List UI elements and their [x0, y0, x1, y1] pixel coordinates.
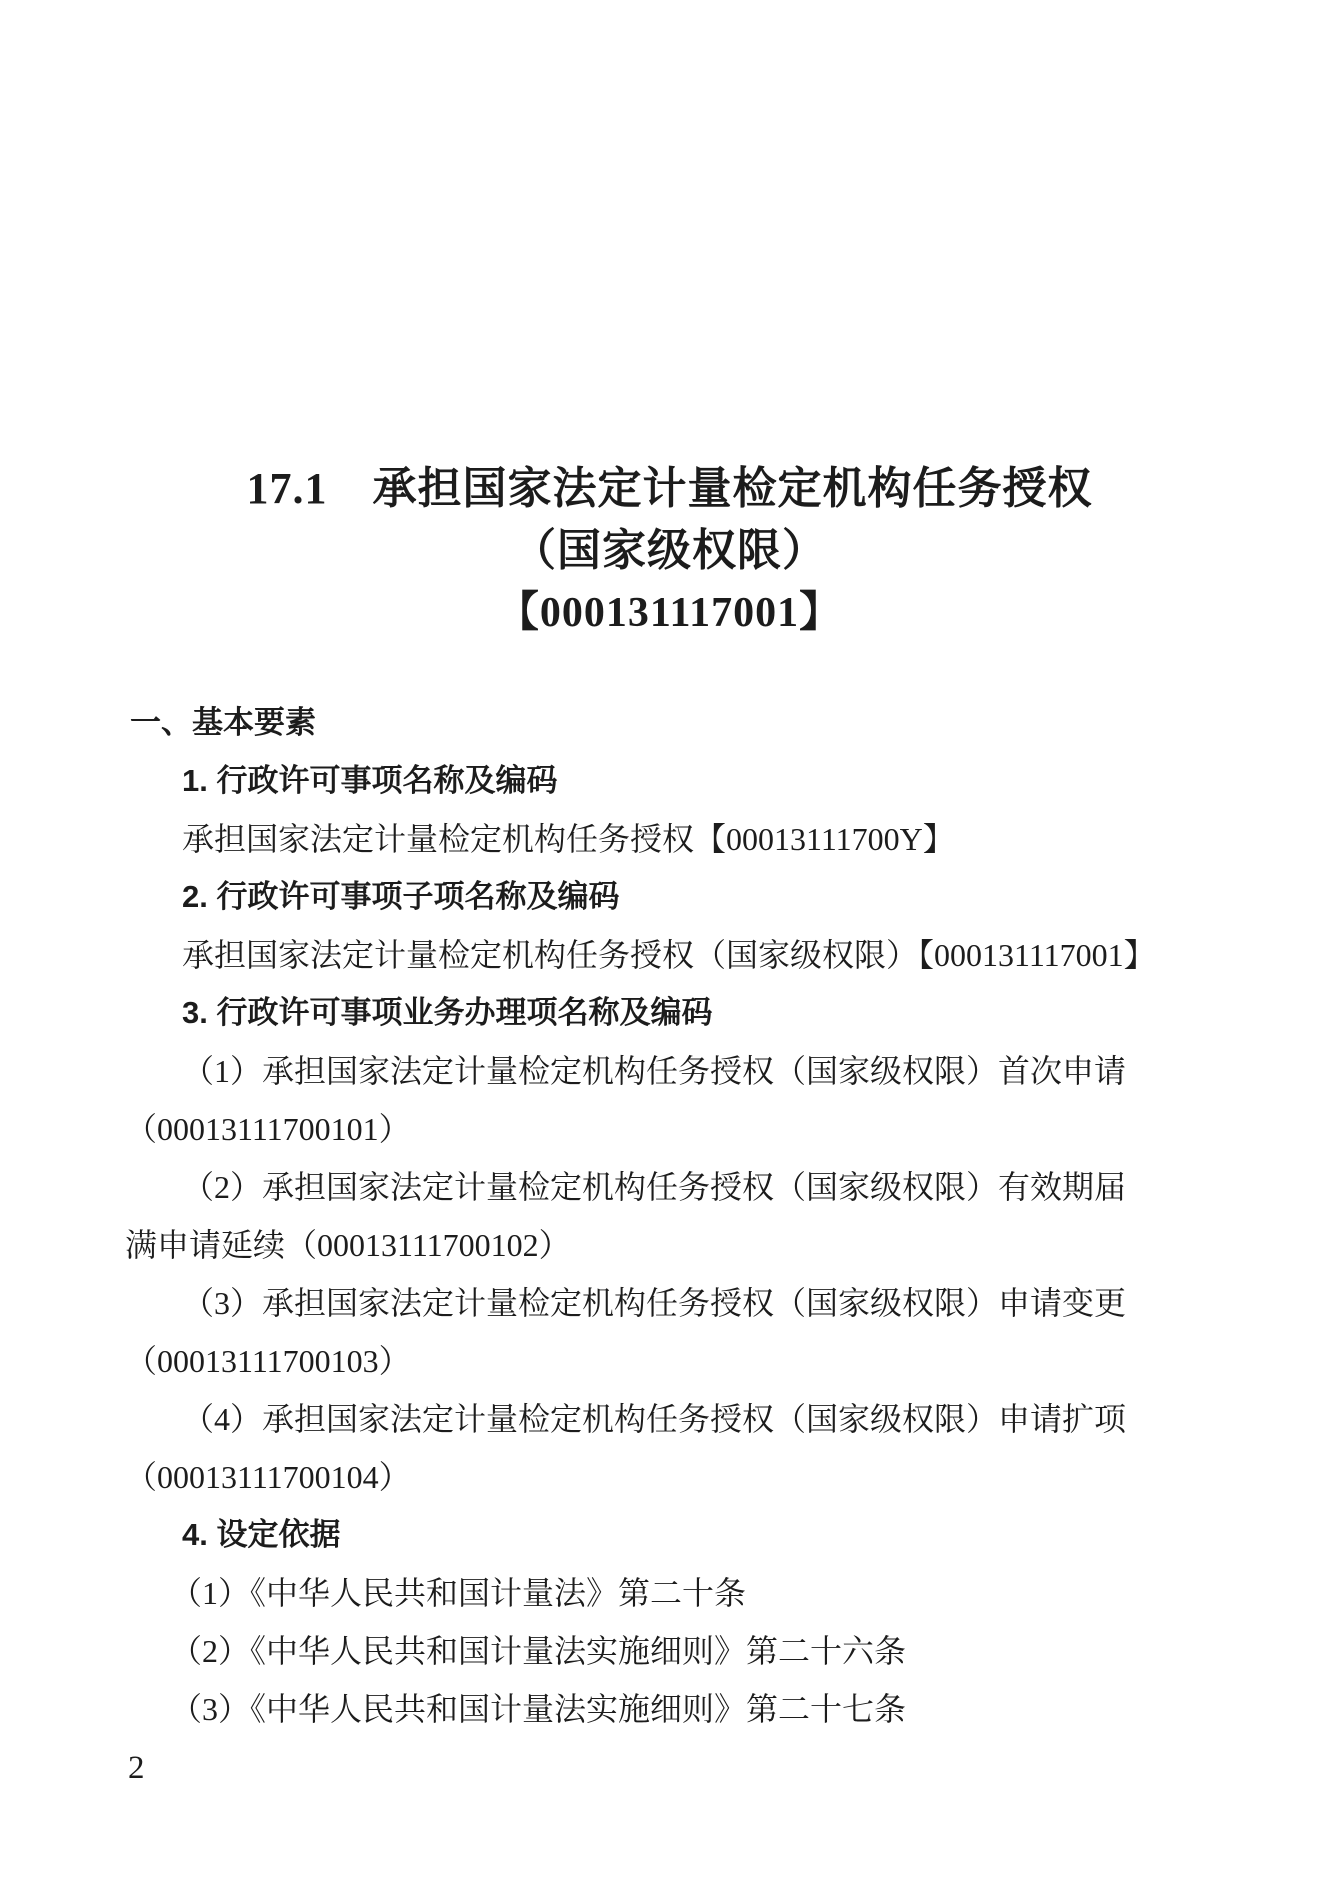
legal-basis-item-3: （3）《中华人民共和国计量法实施细则》第二十七条	[170, 1691, 907, 1727]
body-line-item-name-code: 承担国家法定计量检定机构任务授权【00013111700Y】	[182, 821, 955, 857]
page-number: 2	[128, 1750, 145, 1786]
heading-item-name-code: 1. 行政许可事项名称及编码	[182, 763, 558, 798]
body-line-subitem-name-code: 承担国家法定计量检定机构任务授权（国家级权限）【000131117001】	[182, 937, 1156, 973]
page-title-subline: （国家级权限）	[512, 526, 827, 575]
page-title-code: 【000131117001】	[496, 590, 843, 636]
list-item-2-continuation: 满申请延续（00013111700102）	[125, 1227, 571, 1263]
legal-basis-item-1: （1）《中华人民共和国计量法》第二十条	[170, 1575, 747, 1611]
list-item-4-expansion: （4）承担国家法定计量检定机构任务授权（国家级权限）申请扩项	[182, 1401, 1127, 1437]
list-item-3-code: （00013111700103）	[125, 1343, 411, 1379]
list-item-1-code: （00013111700101）	[125, 1111, 411, 1147]
heading-subitem-name-code: 2. 行政许可事项子项名称及编码	[182, 879, 620, 914]
heading-business-items: 3. 行政许可事项业务办理项名称及编码	[182, 995, 713, 1030]
section-heading-basic-elements: 一、基本要素	[130, 705, 316, 740]
list-item-3-change: （3）承担国家法定计量检定机构任务授权（国家级权限）申请变更	[182, 1285, 1127, 1321]
list-item-1-first-application: （1）承担国家法定计量检定机构任务授权（国家级权限）首次申请	[182, 1053, 1127, 1089]
title-block	[0, 458, 1339, 644]
page-title: 17.1 承担国家法定计量检定机构任务授权	[246, 464, 1093, 513]
legal-basis-item-2: （2）《中华人民共和国计量法实施细则》第二十六条	[170, 1633, 907, 1669]
list-item-4-code: （00013111700104）	[125, 1459, 411, 1495]
list-item-2-renewal: （2）承担国家法定计量检定机构任务授权（国家级权限）有效期届	[182, 1169, 1127, 1205]
heading-legal-basis: 4. 设定依据	[182, 1517, 341, 1552]
body-text	[125, 694, 1225, 1738]
